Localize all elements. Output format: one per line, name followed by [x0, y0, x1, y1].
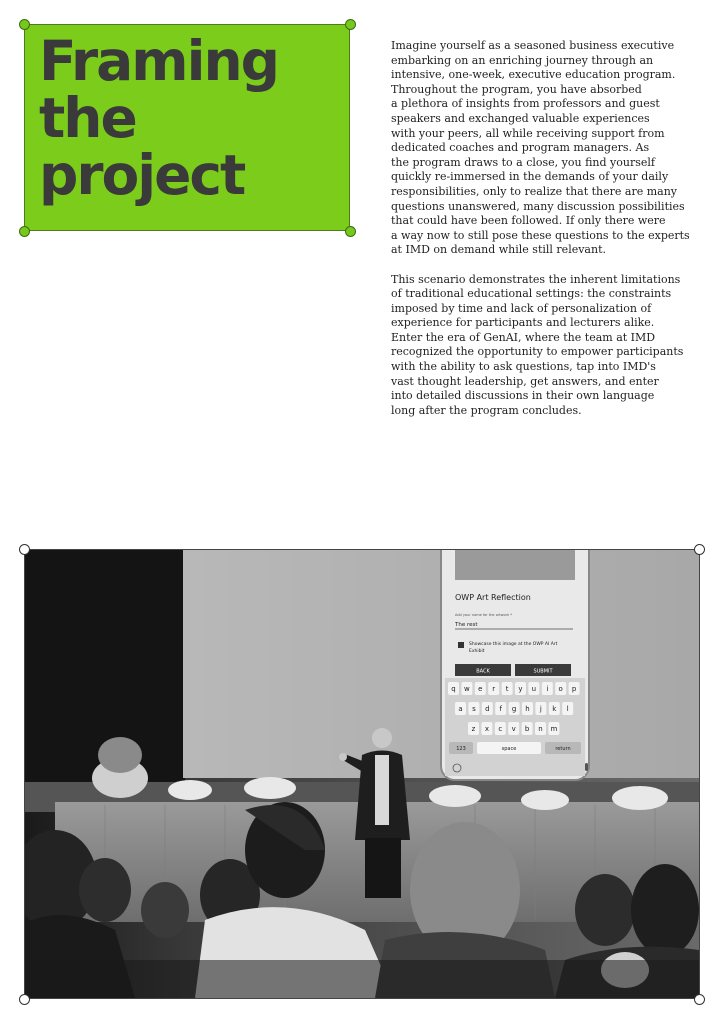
resize-handle-bottom-left[interactable]	[19, 226, 30, 237]
phone-key-label: x	[484, 725, 489, 733]
text-line: responsibilities, only to realize that there are many	[391, 184, 678, 198]
phone-key-label: z	[471, 725, 476, 733]
text-line: embarking on an enriching journey through an	[391, 53, 654, 67]
phone-key-label: y	[518, 685, 523, 693]
phone-checkbox	[458, 642, 464, 648]
body-text	[391, 39, 691, 418]
title-line: Framing	[39, 29, 278, 93]
phone-key-label: e	[478, 685, 483, 693]
text-line: imposed by time and lack of personalization of	[391, 301, 652, 315]
phone-key-label: b	[524, 725, 530, 733]
phone-key-label: q	[451, 685, 456, 693]
title-line: the	[39, 86, 136, 150]
phone-key-space-label: space	[501, 746, 517, 752]
text-line: This scenario demonstrates the inherent limitations	[391, 272, 681, 286]
resize-handle-bottom-left[interactable]	[19, 994, 30, 1005]
phone-field-value: The rest	[455, 622, 478, 628]
phone-key-label: t	[505, 685, 509, 693]
phone-key-label: g	[511, 705, 517, 713]
text-line: a way now to still pose these questions to the experts	[391, 228, 690, 242]
title-box	[24, 24, 350, 231]
text-line: Imagine yourself as a seasoned business executive	[391, 39, 675, 52]
phone-image	[455, 550, 575, 580]
text-line: Throughout the program, you have absorbed	[391, 82, 642, 96]
resize-handle-bottom-right[interactable]	[345, 226, 356, 237]
text-line: the program draws to a close, you find yourself	[391, 155, 655, 169]
phone-key-label: w	[464, 685, 470, 693]
phone-key-label: j	[539, 705, 542, 713]
phone-mockup	[441, 550, 589, 780]
page-title	[39, 29, 278, 207]
microphone-icon	[585, 763, 588, 771]
conference-photo	[25, 550, 699, 998]
phone-key-label: l	[566, 705, 569, 713]
resize-handle-top-right[interactable]	[694, 544, 705, 555]
phone-key-label: r	[492, 685, 496, 693]
resize-handle-top-left[interactable]	[19, 544, 30, 555]
phone-key-label: d	[485, 705, 490, 713]
phone-key-label: u	[531, 685, 537, 693]
photo-frame[interactable]	[24, 549, 700, 999]
resize-handle-bottom-right[interactable]	[694, 994, 705, 1005]
phone-key-label: a	[458, 705, 463, 713]
text-line: a plethora of insights from professors and guest	[391, 97, 660, 111]
phone-key-label: f	[499, 705, 502, 713]
title-line: project	[39, 143, 245, 207]
phone-checkbox-label: Showcase this image at the OWP AI Art	[469, 642, 558, 647]
resize-handle-top-left[interactable]	[19, 19, 30, 30]
text-line: with the ability to ask questions, tap into IMD's	[391, 360, 656, 374]
text-line: dedicated coaches and program managers. As	[391, 141, 650, 155]
text-line: of traditional educational settings: the constraints	[391, 287, 672, 301]
phone-key-label: c	[498, 725, 503, 733]
text-line: Enter the era of GenAI, where the team at IMD	[391, 330, 656, 344]
phone-key-return-label: return	[555, 746, 571, 752]
phone-key-label: h	[525, 705, 530, 713]
text-line: into detailed discussions in their own language	[391, 389, 655, 403]
resize-handle-top-right[interactable]	[345, 19, 356, 30]
paragraph-gap	[391, 258, 691, 273]
phone-key-label: i	[546, 685, 549, 693]
text-line: that could have been followed. If only there were	[391, 214, 666, 228]
text-line: at IMD on demand while still relevant.	[391, 243, 606, 257]
phone-checkbox-label: Exhibit	[469, 649, 485, 654]
text-line: questions unanswered, many discussion possibilities	[391, 199, 685, 213]
phone-key-label: v	[511, 725, 516, 733]
phone-back-label: BACK	[476, 668, 490, 675]
text-line: vast thought leadership, get answers, and enter	[391, 374, 659, 388]
text-line: intensive, one-week, executive education program.	[391, 68, 676, 82]
text-line: with your peers, all while receiving support from	[391, 126, 665, 140]
phone-key-123-label: 123	[456, 746, 466, 752]
paragraph-1	[391, 39, 691, 258]
text-line: experience for participants and lecturers alike.	[391, 316, 655, 330]
text-line: speakers and exchanged valuable experiences	[391, 111, 650, 125]
phone-key-label: o	[558, 685, 563, 693]
phone-field-label: Add your name for the artwork *	[455, 613, 512, 617]
phone-key-label: s	[472, 705, 476, 713]
text-line: quickly re-immersed in the demands of your daily	[391, 170, 669, 184]
phone-submit-label: SUBMIT	[533, 668, 553, 675]
paragraph-2	[391, 273, 691, 419]
phone-key-label: p	[571, 685, 577, 693]
text-line: long after the program concludes.	[391, 403, 582, 417]
phone-key-label: m	[550, 725, 558, 733]
phone-key-label: n	[538, 725, 543, 733]
text-line: recognized the opportunity to empower participants	[391, 345, 684, 359]
phone-heading: OWP Art Reflection	[455, 593, 531, 602]
phone-key-label: k	[552, 705, 557, 713]
